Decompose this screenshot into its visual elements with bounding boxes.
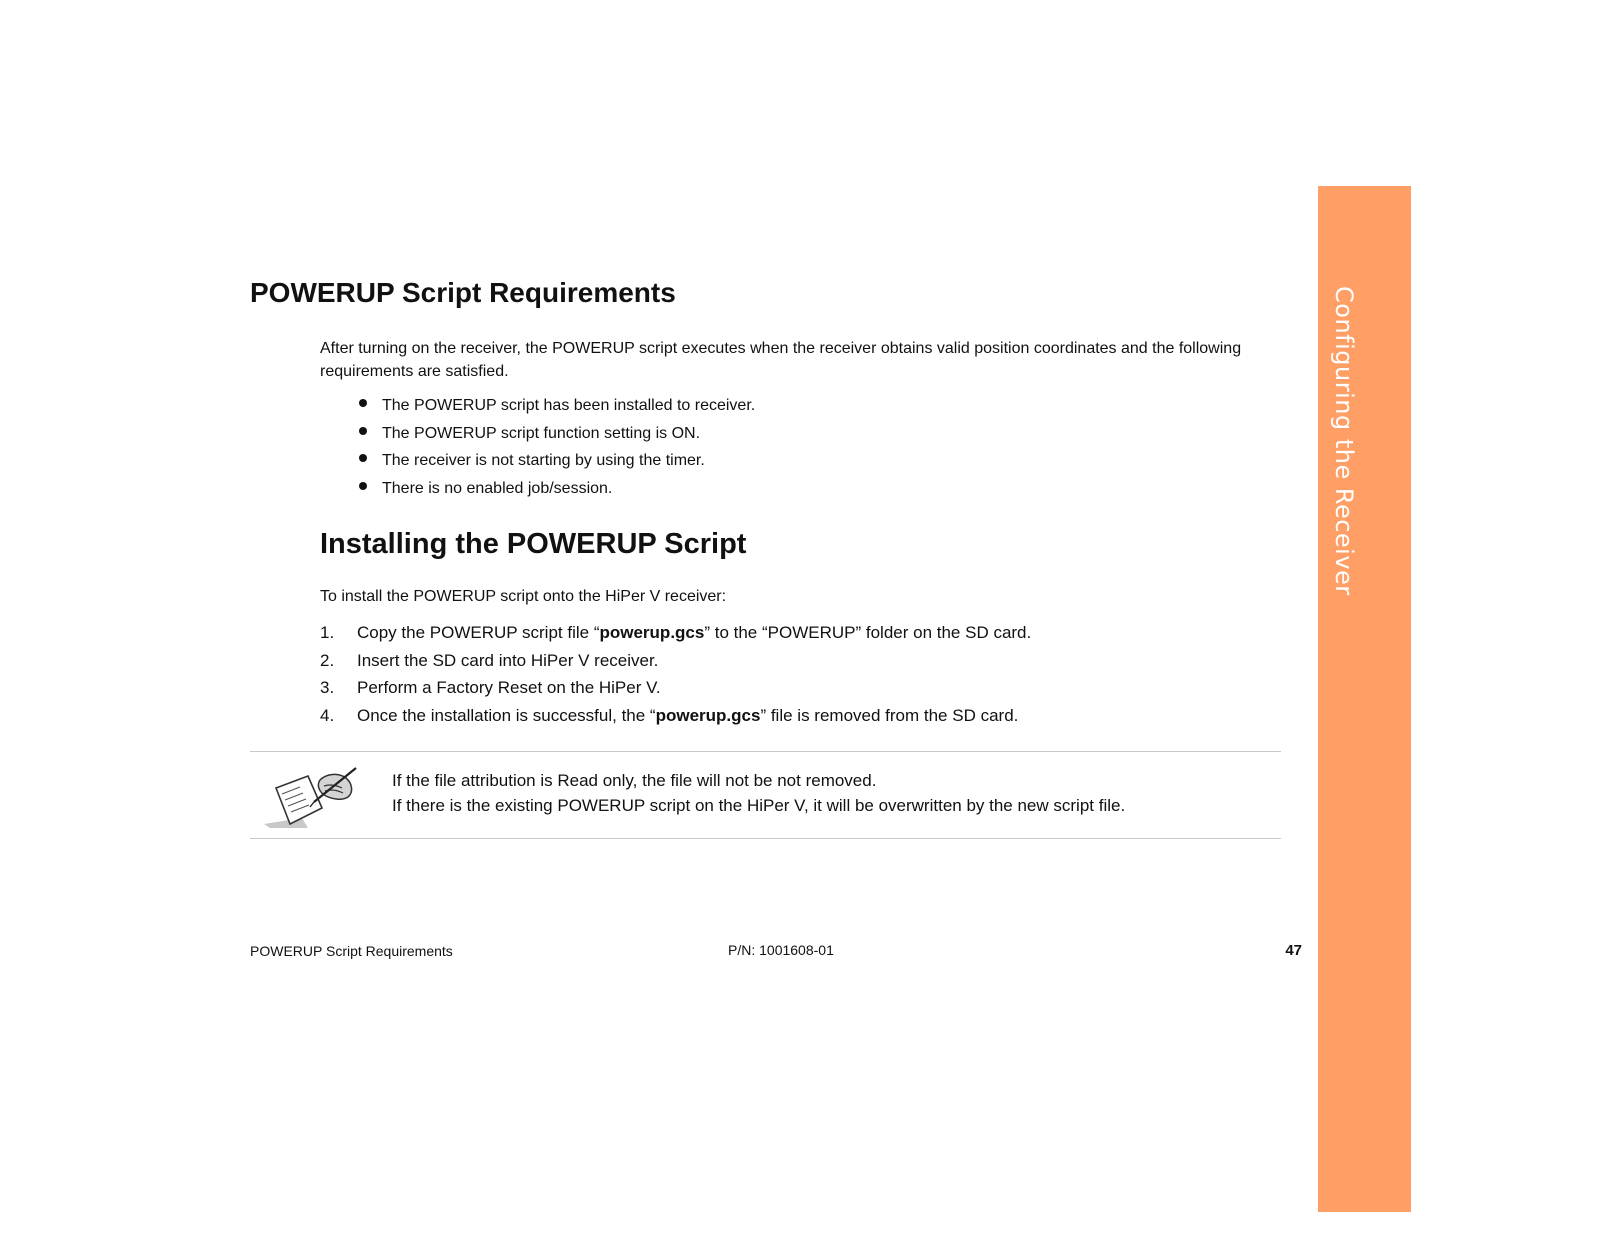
- step-filename: powerup.gcs: [655, 705, 761, 725]
- list-item: [320, 422, 755, 450]
- list-item-text: The POWERUP script has been installed to receiver.: [382, 397, 756, 414]
- step-item: [320, 704, 1031, 732]
- list-item: [320, 477, 755, 505]
- note-line: If the file attribution is Read only, the file will not be not removed.: [392, 771, 877, 790]
- chapter-side-tab-label: Configuring the Receiver: [1330, 286, 1358, 596]
- step-item: [320, 621, 1031, 649]
- install-title: Installing the POWERUP Script: [320, 528, 747, 560]
- note-line: If there is the existing POWERUP script on the HiPer V, it will be overwritten by the new script file.: [392, 795, 1126, 815]
- step-text-after: ” to the “POWERUP” folder on the SD card.: [704, 623, 1032, 642]
- list-item: [320, 394, 755, 422]
- step-text-before: Perform a Factory Reset on the HiPer V.: [357, 678, 661, 697]
- step-text-before: Once the installation is successful, the “: [357, 705, 656, 725]
- step-filename: powerup.gcs: [599, 623, 705, 642]
- step-item: [320, 649, 1031, 677]
- note-bottom-divider: [250, 838, 1281, 839]
- section-title: POWERUP Script Requirements: [250, 277, 676, 308]
- step-text-after: ” file is removed from the SD card.: [760, 705, 1019, 725]
- note-writing-icon: [262, 766, 358, 830]
- page-number: 47: [1285, 942, 1302, 959]
- list-item-text: There is no enabled job/session.: [382, 479, 613, 497]
- step-number: 4.: [320, 705, 335, 725]
- install-intro: To install the POWERUP script onto the HiPer V receiver:: [320, 588, 727, 605]
- step-text-before: Insert the SD card into HiPer V receiver.: [357, 650, 659, 670]
- bullet-icon: [359, 427, 367, 435]
- install-steps-list: [320, 621, 1031, 731]
- bullet-icon: [359, 482, 367, 490]
- step-item: [320, 676, 1031, 704]
- footer-part-number: P/N: 1001608-01: [728, 942, 834, 958]
- step-number: 3.: [320, 678, 335, 697]
- footer-section-name: POWERUP Script Requirements: [250, 943, 453, 959]
- bullet-icon: [359, 399, 367, 407]
- section-intro: After turning on the receiver, the POWERUP script executes when the receiver obtains valid position coordinates and the following requirements are satisfied.: [320, 340, 1242, 380]
- list-item-text: The receiver is not starting by using the timer.: [382, 452, 705, 469]
- step-number: 2.: [320, 650, 335, 670]
- list-item-text: The POWERUP script function setting is ON.: [382, 424, 701, 442]
- list-item: [320, 449, 755, 477]
- requirements-list: [320, 394, 755, 504]
- step-text-before: Copy the POWERUP script file “: [357, 623, 600, 642]
- note-top-divider: [250, 751, 1281, 752]
- note-text: [392, 769, 1125, 818]
- step-number: 1.: [320, 623, 335, 642]
- bullet-icon: [359, 454, 367, 462]
